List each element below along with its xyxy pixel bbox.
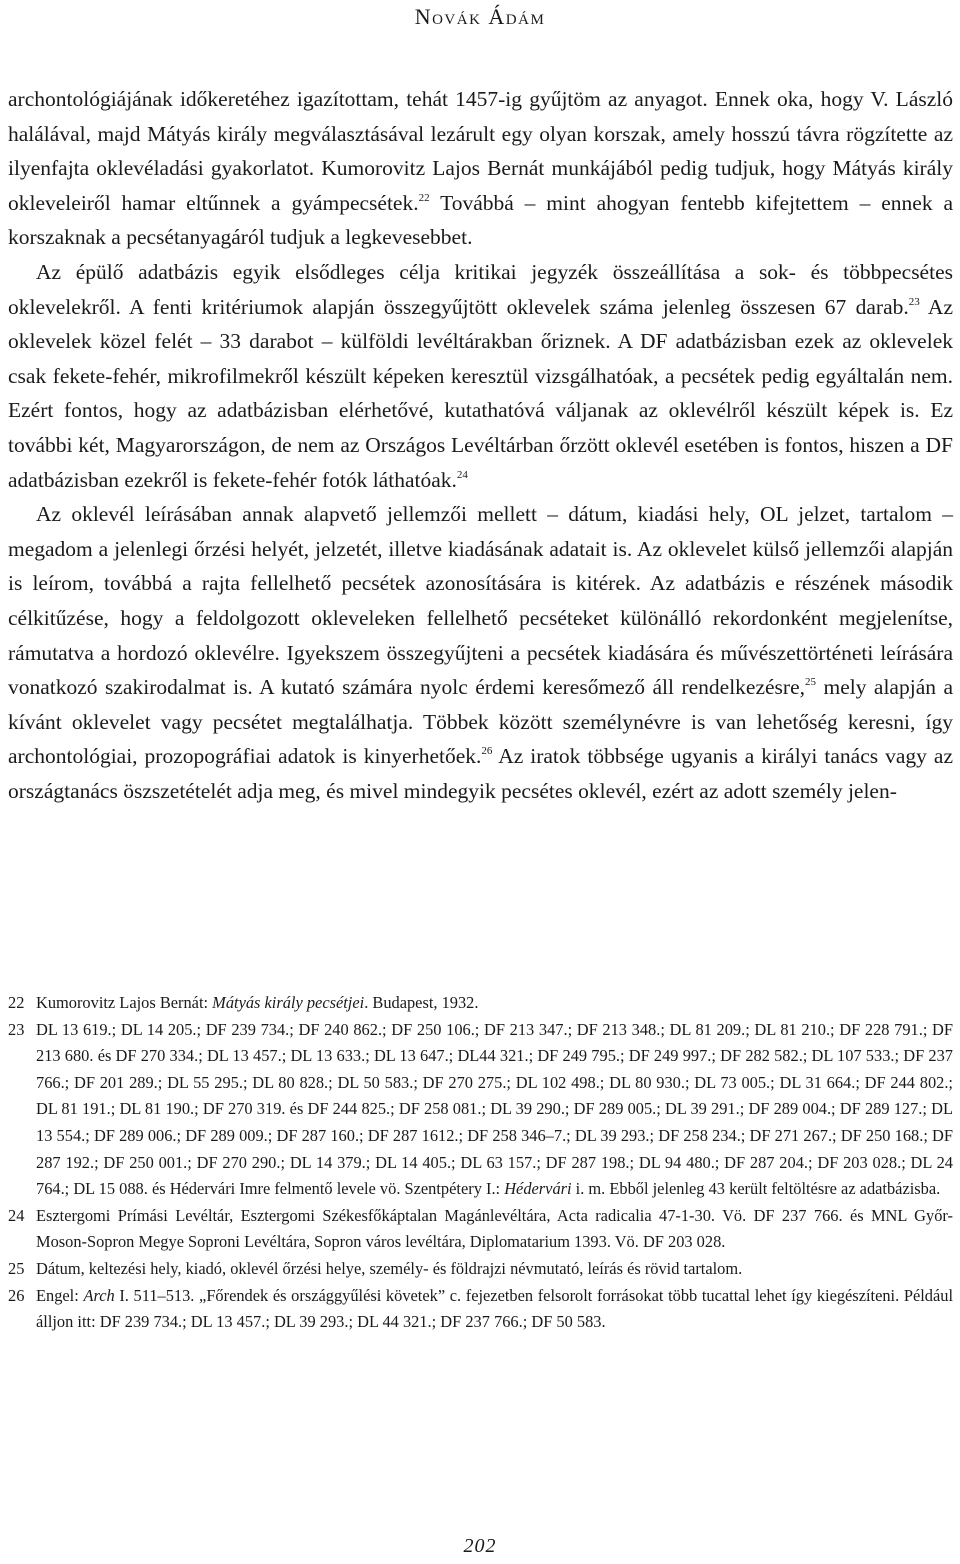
paragraph-3: [8, 497, 953, 808]
paragraph-text: mely alapján a kívánt oklevelet vagy pecsétet megtalálhatja. Többek között személynévre is van lehetőség keresni, így archontológiai, prozopográfiai adatok is kinyerhetőek.: [8, 675, 954, 769]
main-text: [8, 82, 953, 808]
footnote-text: Esztergomi Prímási Levéltár, Esztergomi Székesfőkáptalan Magánlevéltára, Acta radicalia 47-1-30. Vö. DF 237 766. és MNL Győr-Moson-Sopron Megye Soproni Levéltára, Sopron város levéltára, Diplomatarium 1393. Vö. DF 203 028.: [36, 1205, 953, 1252]
footnote-26: [8, 1283, 953, 1336]
paragraph-text: Az iratok többsége ugyanis a királyi tanács vagy az országtanács öszszetételét adja meg, és mivel mindegyik pecsétes oklevél, ezért az adott személy jelen-: [8, 744, 953, 803]
footnote-23: [8, 1017, 953, 1203]
paragraph-text: Az oklevelek közel felét – 33 darabot – külföldi levéltárakban őriznek. A DF adatbázisban ezek az oklevelek csak fekete-fehér, mikrofilmekről készült képeken keresztül vizsgálhatóak, a pecsétek pedig egyáltalán nem. Ezért fontos, hogy az adatbázisban elérhetővé, kutathatóvá váljanak az oklevélről készült képek is. Ez további két, Magyarországon, de nem az Országos Levéltárban őrzött oklevél esetében is fontos, hiszen a DF adatbázisban ezekről is fekete-fehér fotók láthatóak.: [8, 294, 953, 492]
footnote-text: Engel:: [36, 1285, 84, 1305]
footnote-number: 23: [8, 1019, 25, 1039]
paragraph-2: [8, 255, 953, 497]
running-head: Novák Ádám: [414, 4, 546, 29]
footnote-text: . Budapest, 1932.: [364, 993, 479, 1012]
footnote-title: Mátyás király pecsétjei: [212, 993, 365, 1012]
footnote-title: Hédervári: [504, 1179, 572, 1199]
paragraph-text: archontológiájának időkeretéhez igazítottam, tehát 1457-ig gyűjtöm az anyagot. Ennek oka, hogy V. László halálával, majd Mátyás király megválasztásával lezárult egy olyan korszak, amely hosszú távra rögzítette az ilyenfajta oklevéladási gyakorlatot. Kumorovitz Lajos Bernát munkájából pedig tudjuk, hogy Mátyás király okleveleiről hamar eltűnnek a gyámpecsétek.: [8, 87, 953, 215]
footnote-24: [8, 1203, 953, 1256]
footnote-ref: 25: [805, 676, 816, 689]
footnote-ref: 24: [456, 468, 468, 481]
footnote-number: 26: [8, 1285, 25, 1305]
footnote-text: Kumorovitz Lajos Bernát:: [36, 993, 213, 1012]
footnote-text: Dátum, keltezési hely, kiadó, oklevél őrzési helye, személy- és földrajzi névmutató, leírás és rövid tartalom.: [36, 1258, 743, 1278]
footnote-text: DL 13 619.; DL 14 205.; DF 239 734.; DF 240 862.; DF 250 106.; DF 213 347.; DF 213 348.; DL 81 209.; DL 81 210.; DF 228 791.; DF 213 680. és DF 270 334.; DL 13 457.; DL 13 633.; DL 13 647.; DL44 321.; DF 249 795.; DF 249 997.; DF 282 582.; DL 107 533.; DF 237 766.; DF 201 289.; DL 55 295.; DL 80 828.; DL 50 583.; DF 270 275.; DL 102 498.; DL 80 930.; DL 73 005.; DL 31 664.; DF 244 802.; DL 81 191.; DL 81 190.; DF 270 319. és DF 244 825.; DF 258 081.; DL 39 290.; DF 289 005.; DL 39 291.; DF 289 004.; DF 289 127.; DL 13 554.; DF 289 006.; DF 289 009.; DF 287 160.; DF 287 1612.; DF 258 346–7.; DL 39 293.; DF 258 234.; DF 271 267.; DF 250 168.; DF 287 192.; DF 250 001.; DF 270 290.; DL 14 379.; DL 14 405.; DL 63 157.; DF 287 198.; DL 94 480.; DF 287 204.; DF 203 028.; DL 24 764.; DL 15 088. és Hédervári Imre felmentő levele vö. Szentpétery I.:: [36, 1019, 953, 1199]
footnote-text: I. 511–513. „Főrendek és országgyűlési követek” c. fejezetben felsorolt forrásokat több tucattal lehet így kiegészíteni. Például álljon itt: DF 239 734.; DL 13 457.; DL 39 293.; DL 44 321.; DF 237 766.; DF 50 583.: [36, 1285, 953, 1332]
paragraph-1: [8, 82, 953, 255]
footnote-number: 25: [8, 1258, 25, 1278]
footnotes: [8, 990, 953, 1336]
footnote-22: [8, 990, 953, 1017]
footnote-25: [8, 1256, 953, 1283]
footnote-number: 22: [8, 993, 25, 1012]
footnote-ref: 22: [418, 191, 430, 204]
footnote-text: i. m. Ebből jelenleg 43 került feltöltésre az adatbázisba.: [571, 1179, 941, 1199]
paragraph-text: Továbbá – mint ahogyan fentebb kifejtettem – ennek a korszaknak a pecsétanyagáról tudjuk a legkevesebbet.: [8, 190, 953, 250]
footnote-title: Arch: [83, 1285, 115, 1305]
page-number: 202: [463, 1535, 497, 1557]
paragraph-text: Az oklevél leírásában annak alapvető jellemzői mellett – dátum, kiadási hely, OL jelzet, tartalom – megadom a jelenlegi őrzési helyét, jelzetét, illetve kiadásának adatait is. Az oklevelet külső jellemzői alapján is leírom, továbbá a rajta fellelhető pecsétek azonosítására is kitérek. Az adatbázis e részének második célkitűzése, hogy a feldolgozott okleveleken fellelhető pecséteket különálló rekordonként megjelenítse, rámutatva a hordozó oklevélre. Igyekszem összegyűjteni a pecsétek kiadására és művészettörténeti leírására vonatkozó szakirodalmat is. A kutató számára nyolc érdemi keresőmező áll rendelkezésre,: [8, 502, 953, 700]
footnote-number: 24: [8, 1205, 25, 1225]
paragraph-text: Az épülő adatbázis egyik elsődleges célja kritikai jegyzék összeállítása a sok- és többpecsétes oklevelekről. A fenti kritériumok alapján összegyűjtött oklevelek száma jelenleg összesen 67 darab.: [8, 259, 953, 319]
footnote-ref: 26: [481, 745, 493, 758]
footnote-ref: 23: [908, 295, 920, 308]
